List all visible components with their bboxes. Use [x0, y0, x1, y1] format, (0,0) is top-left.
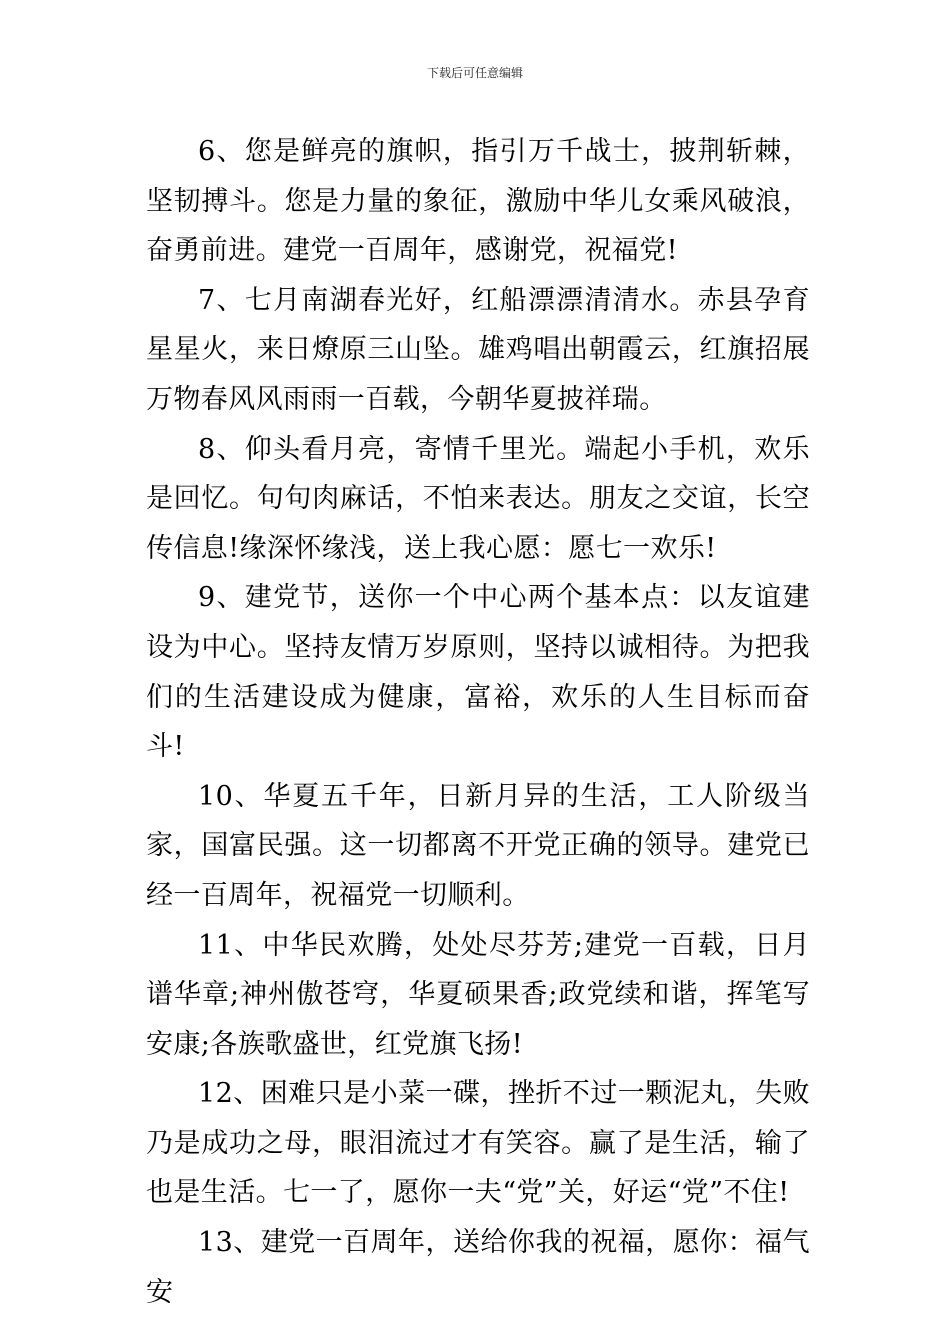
- paragraph-9: 9、建党节，送你一个中心两个基本点：以友谊建设为中心。坚持友情万岁原则，坚持以诚相待。为把我们的生活建设成为健康，富裕，欢乐的人生目标而奋斗!: [146, 582, 810, 763]
- paragraph-12: 12、困难只是小菜一碟，挫折不过一颗泥丸，失败乃是成功之母，眼泪流过才有笑容。赢了是生活，输了也是生活。七一了，愿你一夫“党”关，好运“党”不住!: [146, 1078, 810, 1209]
- paragraph-6: 6、您是鲜亮的旗帜，指引万千战士，披荆斩棘，坚韧搏斗。您是力量的象征，激励中华儿女乘风破浪，奋勇前进。建党一百周年，感谢党，祝福党!: [146, 136, 810, 267]
- page-header: 下载后可任意编辑: [426, 66, 523, 80]
- paragraph-10: 10、华夏五千年，日新月异的生活，工人阶级当家，国富民强。这一切都离不开党正确的领导。建党已经一百周年，祝福党一切顺利。: [146, 780, 810, 911]
- paragraph-13: 13、建党一百周年，送给你我的祝福，愿你：福气安: [146, 1227, 810, 1308]
- paragraph-11: 11、中华民欢腾，处处尽芬芳;建党一百载，日月谱华章;神州傲苍穹，华夏硕果香;政党续和谐，挥笔写安康;各族歌盛世，红党旗飞扬!: [146, 929, 810, 1060]
- paragraph-8: 8、仰头看月亮，寄情千里光。端起小手机，欢乐是回忆。句句肉麻话，不怕来表达。朋友之交谊，长空传信息!缘深怀缘浅，送上我心愿：愿七一欢乐!: [146, 433, 810, 564]
- document-body: [146, 127, 810, 1317]
- paragraph-7: 7、七月南湖春光好，红船漂漂清清水。赤县孕育星星火，来日燎原三山坠。雄鸡唱出朝霞云，红旗招展万物春风风雨雨一百载，今朝华夏披祥瑞。: [146, 284, 810, 415]
